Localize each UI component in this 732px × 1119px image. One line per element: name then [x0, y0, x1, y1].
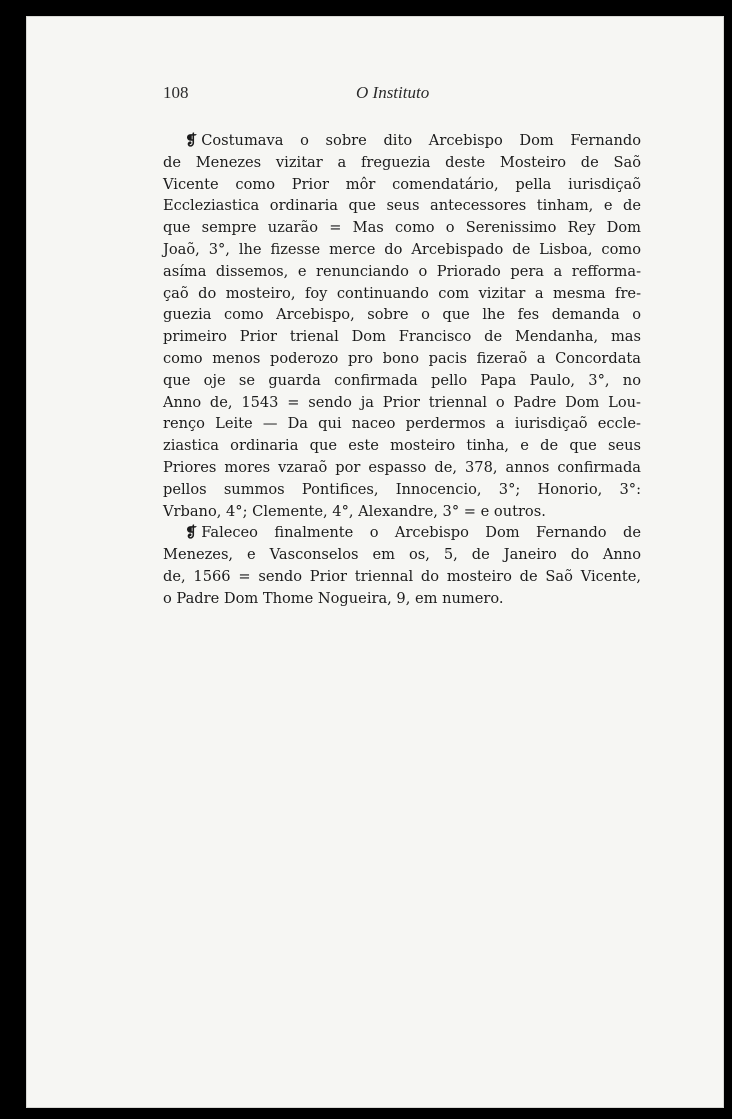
- text-line: primeiro Prior trienal Dom Francisco de Mendanha, mas: [163, 328, 641, 346]
- text-line: ❡ Costumava o sobre dito Arcebispo Dom Fernando: [185, 132, 641, 149]
- paragraph-2: [163, 522, 641, 609]
- text-line: como menos poderozo pro bono pacis fizeraõ a Concordata: [163, 349, 641, 367]
- scan-corner-mark-left: [16, 10, 24, 18]
- text-line: de, 1566 = sendo Prior triennal do mosteiro de Saõ Vicente,: [163, 567, 641, 585]
- page-header: [163, 83, 641, 107]
- page-number: 108: [163, 83, 189, 102]
- paragraph-mark-icon: ❡: [185, 524, 198, 542]
- text-line: ❡ Faleceo finalmente o Arcebispo Dom Fernando de: [185, 524, 641, 542]
- paragraph-1: [163, 130, 641, 522]
- text-line: Joaõ, 3°, lhe fizesse merce do Arcebispado de Lisboa, como: [163, 240, 641, 258]
- text-line: renço Leite — Da qui naceo perdermos a iurisdiçaõ eccle-: [163, 415, 641, 433]
- running-title: O Instituto: [356, 83, 430, 102]
- text-line: Anno de, 1543 = sendo ja Prior triennal o Padre Dom Lou-: [163, 393, 641, 411]
- text-line: Eccleziastica ordinaria que seus antecessores tinham, e de: [163, 197, 641, 215]
- text-line: pellos summos Pontifices, Innocencio, 3°; Honorio, 3°:: [163, 480, 641, 498]
- text-line: ziastica ordinaria que este mosteiro tinha, e de que seus: [163, 437, 641, 455]
- text-line: que oje se guarda confirmada pello Papa Paulo, 3°, no: [163, 371, 641, 389]
- text-line: que sempre uzarão = Mas como o Serenissimo Rey Dom: [163, 219, 641, 237]
- text-line: guezia como Arcebispo, sobre o que lhe fes demanda o: [163, 306, 641, 324]
- text-line: Vrbano, 4°; Clemente, 4°, Alexandre, 3° = e outros.: [163, 502, 546, 520]
- text-line: Priores mores vzaraõ por espasso de, 378, annos confirmada: [163, 458, 641, 476]
- text-line: asíma dissemos, e renunciando o Priorado pera a refforma-: [163, 262, 641, 280]
- text-line: o Padre Dom Thome Nogueira, 9, em numero.: [163, 589, 504, 607]
- text-line: çaõ do mosteiro, foy continuando com vizitar a mesma fre-: [163, 284, 641, 302]
- text-line: Menezes, e Vasconselos em os, 5, de Janeiro do Anno: [163, 546, 641, 564]
- text-line: de Menezes vizitar a freguezia deste Mosteiro de Saõ: [163, 153, 641, 171]
- body-text: [163, 130, 641, 610]
- text-line: Vicente como Prior môr comendatário, pella iurisdiçaõ: [163, 175, 641, 193]
- paragraph-mark-icon: ❡: [185, 132, 198, 149]
